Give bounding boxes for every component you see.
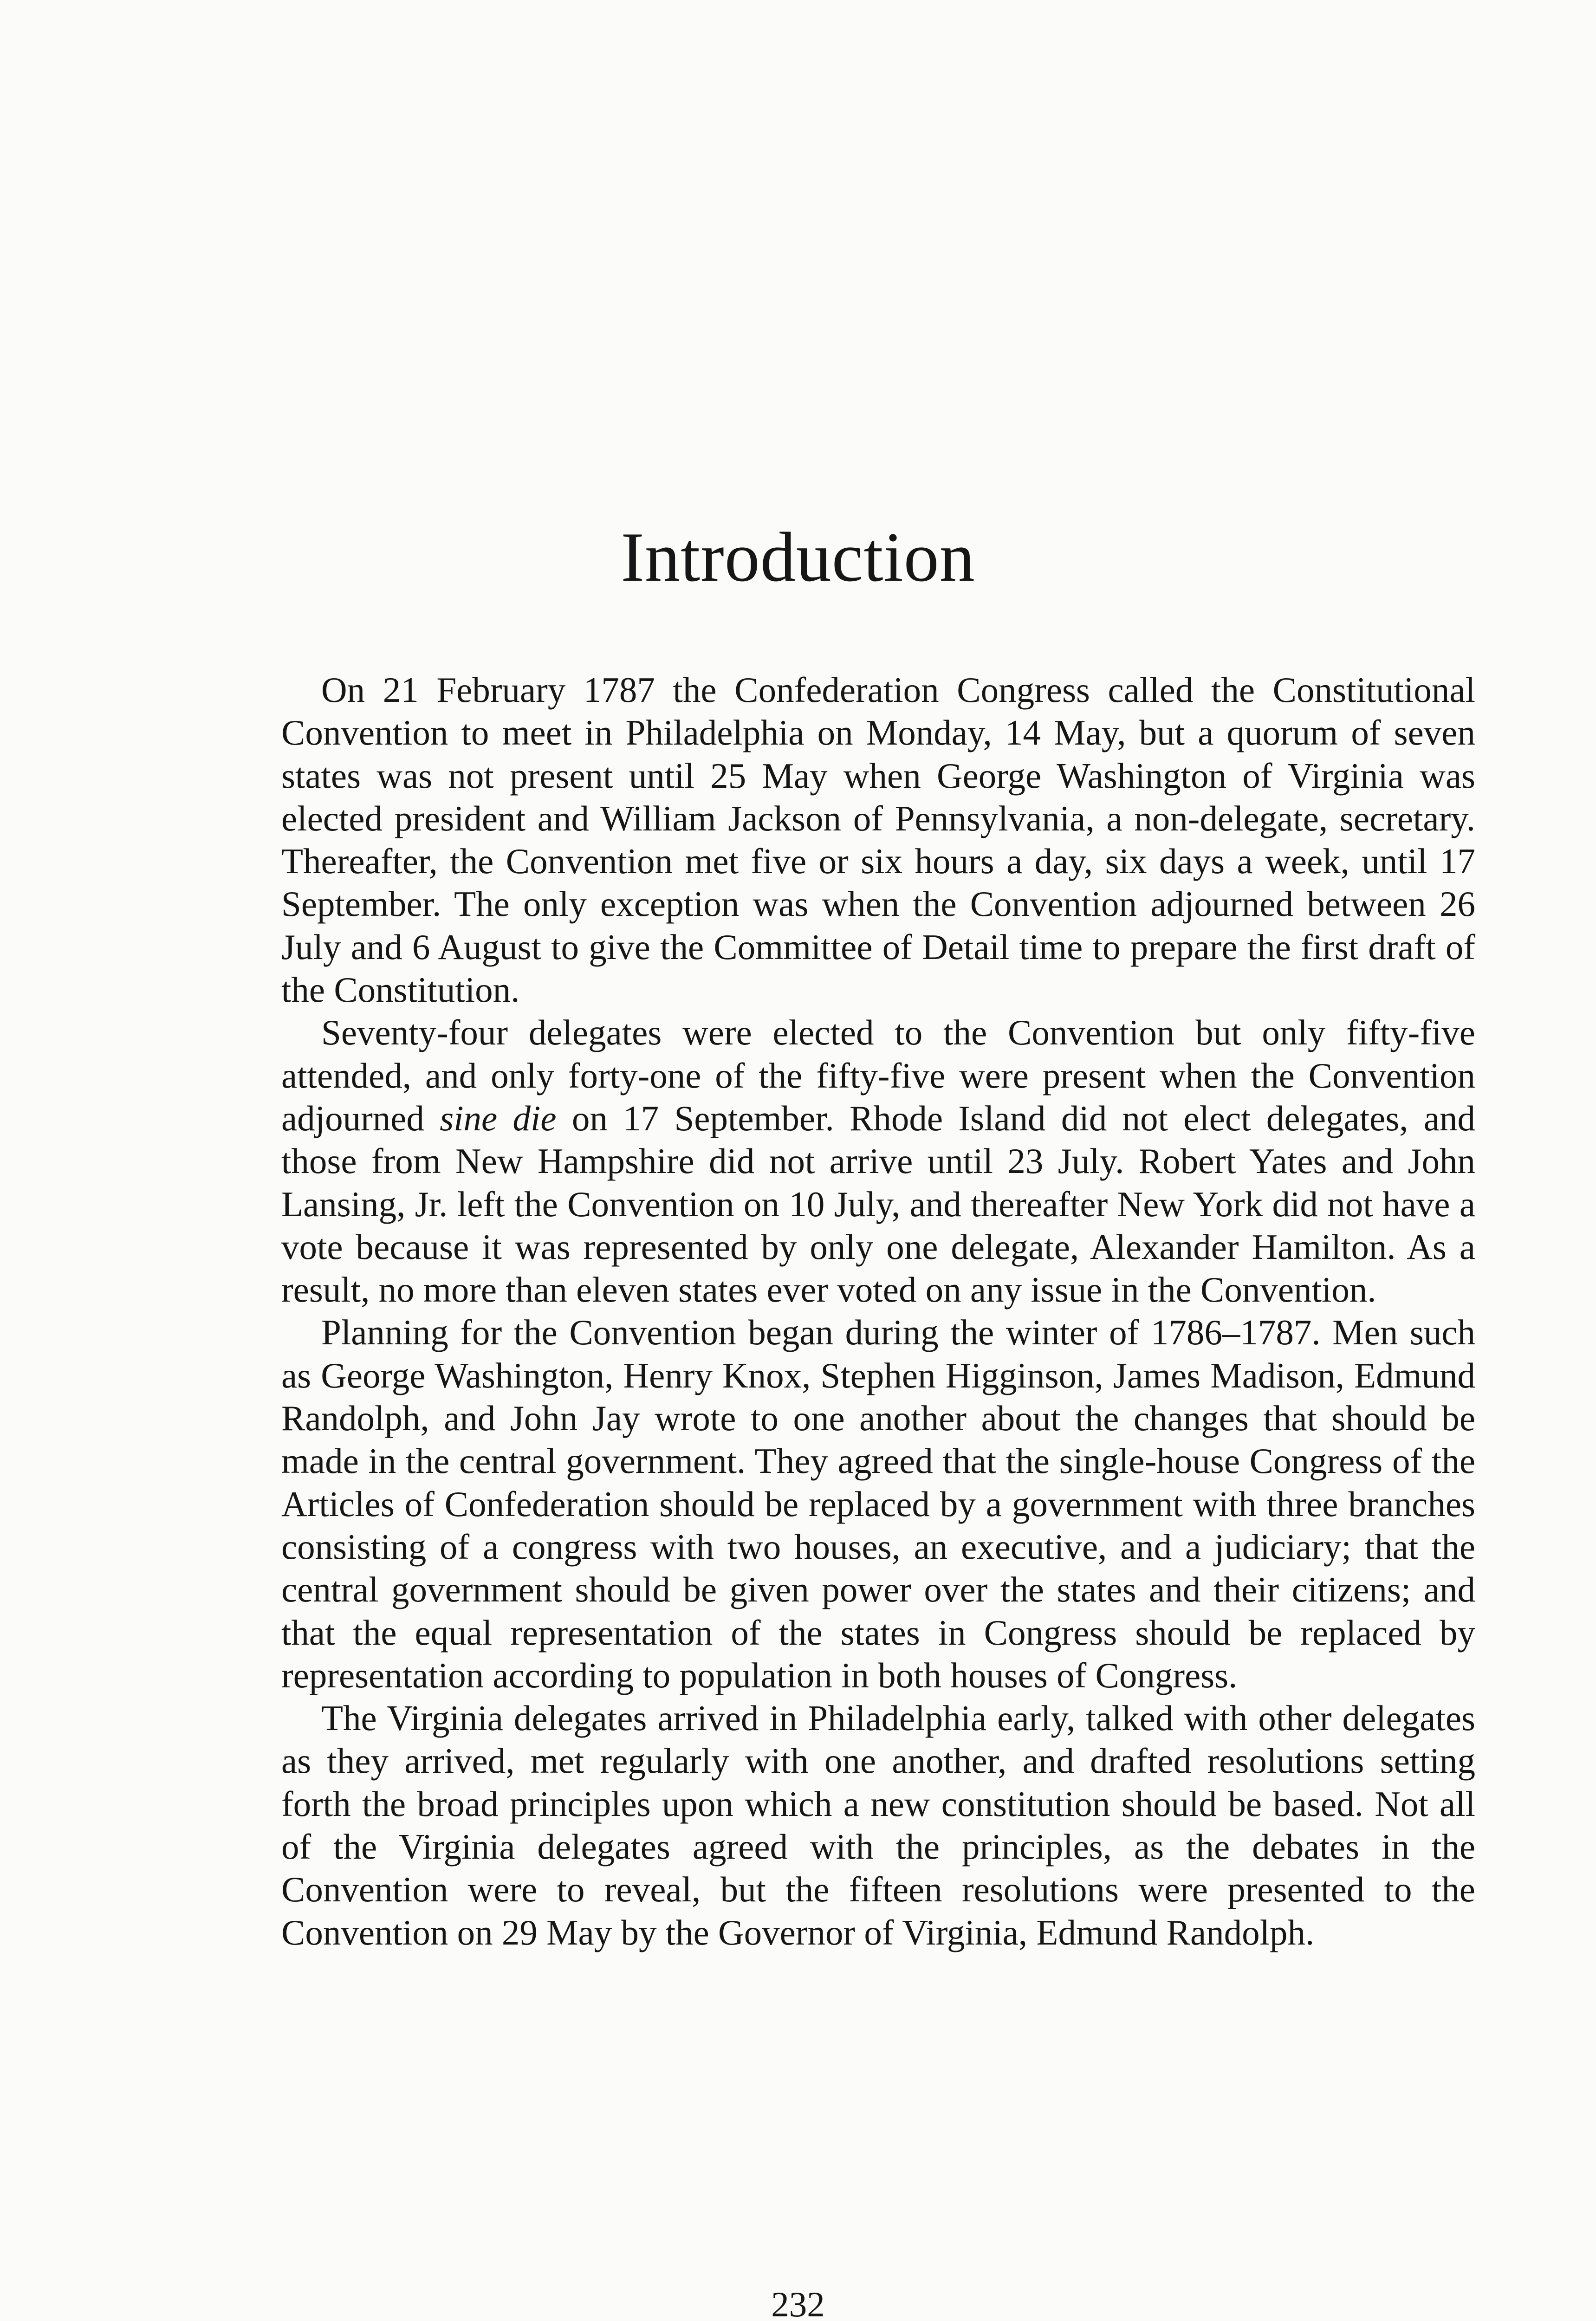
body-text [281,668,1475,1954]
paragraph-2-text-a: Seventy-four delegates were elected to the Convention but only fifty-five attended, and only forty-one of the fifty-five were present when the Convention adjourned [281,1012,1475,1138]
page-number: 232 [771,2284,825,2321]
paragraph-3: Planning for the Convention began during the winter of 1786–1787. Men such as George Washington, Henry Knox, Stephen Higginson, James Madison, Edmund Randolph, and John Jay wrote to one another about the changes that should be made in the central government. They agreed that the single-house Congress of the Articles of Confederation should be replaced by a government with three branches consisting of a congress with two houses, an executive, and a judiciary; that the central government should be given power over the states and their citizens; and that the equal representation of the states in Congress should be replaced by representation according to population in both houses of Congress. [281,1312,1475,1695]
paragraph-2 [281,1011,1475,1311]
page-title: Introduction [621,518,975,596]
paragraph-2-text-b: on 17 September. Rhode Island did not elect delegates, and those from New Hampshire did not arrive until 23 July. Robert Yates and John Lansing, Jr. left the Convention on 10 July, and thereafter New York did not have a vote because it was represented by only one delegate, Alexander Hamilton. As a result, no more than eleven states ever voted on any issue in the Convention. [281,1098,1475,1310]
paragraph-2-italic-phrase: sine die [440,1098,557,1138]
paragraph-4: The Virginia delegates arrived in Philadelphia early, talked with other delegates as they arrived, met regularly with one another, and drafted resolutions setting forth the broad principles upon which a new constitution should be based. Not all of the Virginia delegates agreed with the principles, as the debates in the Convention were to reveal, but the fifteen resolutions were presented to the Convention on 29 May by the Governor of Virginia, Edmund Randolph. [281,1698,1475,1952]
paragraph-1: On 21 February 1787 the Confederation Congress called the Constitutional Convention to meet in Philadelphia on Monday, 14 May, but a quorum of seven states was not present until 25 May when George Washington of Virginia was elected president and William Jackson of Pennsylvania, a non-delegate, secretary. Thereafter, the Convention met five or six hours a day, six days a week, until 17 September. The only exception was when the Convention adjourned between 26 July and 6 August to give the Committee of Detail time to prepare the first draft of the Constitution. [281,670,1475,1010]
